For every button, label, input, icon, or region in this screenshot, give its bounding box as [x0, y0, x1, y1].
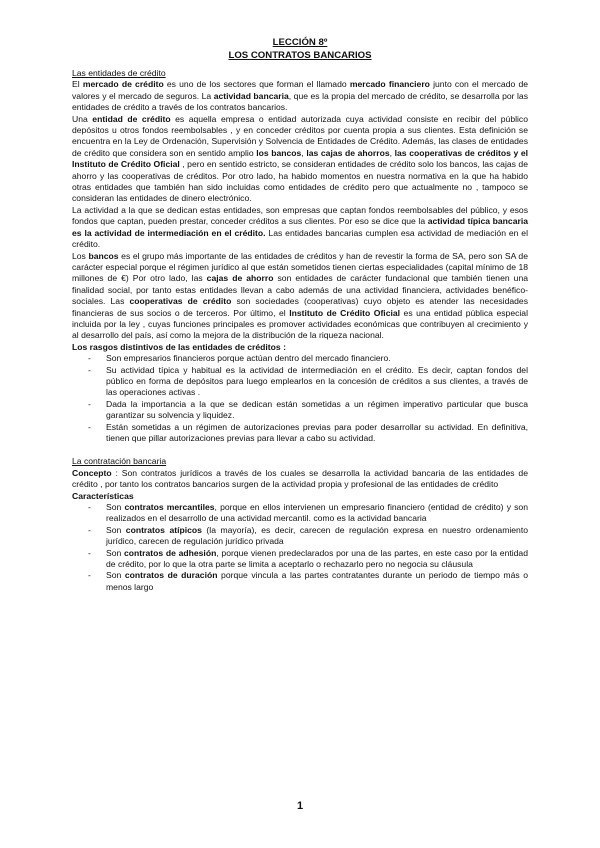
- list-item: - Son contratos de adhesión, porque vienen predeclarados por una de las partes, en este caso por la entidad de crédito, por lo que la otra parte se limita a aceptarlo o rechazarlo pero no negocia su cláusula: [88, 547, 528, 570]
- paragraph-mercado-credito: El mercado de crédito es uno de los sectores que forman el llamado mercado financiero junto con el mercado de valores y el mercado de seguros. La actividad bancaria, que es la propia del mercado de crédito, se desarrolla por las entidades de crédito a través de los contratos bancarios.: [72, 79, 529, 113]
- paragraph-bancos: Los bancos es el grupo más importante de las entidades de créditos y han de revestir la forma de SA, pero son SA de carácter especial porque el régimen jurídico al que están sometidos tienen ciertas especialidades (capital mínimo de 18 millones de €) Por otro lado, las cajas de ahorro son entidades de carácter fundacional que también tienen una finalidad social, por tanto estas entidades llevan a cabo además de una actividad financiera, actividades benéfico-sociales. Las cooperativas de crédito son sociedades (cooperativas) cuyo objeto es atender las necesidades financieras de sus socios o de terceros. Por último, el Instituto de Crédito Oficial es una entidad pública especial incluida por la ley , cuyas funciones principales es promover actividades económicas que contribuyen al crecimiento y al desarrollo del país, así como la mejora de la distribución de la riqueza nacional.: [72, 250, 529, 341]
- list-marker: -: [88, 353, 91, 364]
- list-item: - Son contratos mercantiles, porque en ellos intervienen un empresario financiero (entidad de crédito) y son realizados en el desarrollo de una actividad mercantil. como es la actividad bancaria: [88, 502, 528, 524]
- lesson-number: LECCIÓN 8º: [272, 37, 328, 48]
- rasgos-list: [72, 353, 528, 444]
- list-item: - Su actividad típica y habitual es la actividad de intermediación en el crédito. Es decir, captan fondos del público en forma de depósitos para luego emplearlos en la concesión de créditos a sus clientes, a través de las operaciones activas .: [88, 364, 528, 398]
- list-marker: -: [88, 398, 91, 409]
- page-number: 1: [296, 800, 304, 812]
- paragraph-actividad: La actividad a la que se dedican estas entidades, son empresas que captan fondos reembolsables del público, y esos fondos que captan, pueden prestar, conceder créditos a sus clientes. Por eso se dice que la actividad típica bancaria es la actividad de intermediación en el crédito. Las entidades bancarias cumplen esa actividad de mediación en el crédito.: [72, 204, 528, 250]
- list-item: - Son contratos de duración porque vincula a las partes contratantes durante un periodo de tiempo más o menos largo: [88, 570, 529, 592]
- paragraph-entidad-credito: Una entidad de crédito es aquella empresa o entidad autorizada cuya actividad consiste en recibir del público depósitos u otros fondos reembolsables , y en conceder créditos por cuenta propia a sus clientes. Esta definición se encuentra en la Ley de Ordenación, Supervisión y Solvencia de Entidades de Crédito. Además, las clases de entidades de crédito que considera son en sentido amplio los bancos, las cajas de ahorros, las cooperativas de créditos y el Instituto de Crédito Oficial , pero en sentido estricto, se consideran entidades de crédito solo los bancos, las cajas de ahorro y las cooperativas de créditos. Por otro lado, ha habido momentos en nuestra normativa en la que ha habido otras entidades que también han sido incluidas como entidades de crédito pero que actualmente no , tampoco se consideran las entidades de dinero electrónico.: [72, 113, 529, 204]
- list-marker: -: [88, 421, 91, 432]
- list-item: - Son contratos atípicos (la mayoría), es decir, carecen de regulación expresa en nuestro ordenamiento jurídico, carecen de regulación jurídico privada: [88, 524, 528, 547]
- list-item: - Están sometidas a un régimen de autorizaciones previas para poder desarrollar su actividad. En definitiva, tienen que pillar autorizaciones previas para llevar a cabo su actividad.: [88, 421, 528, 443]
- list-item: - Son empresarios financieros porque actúan dentro del mercado financiero.: [88, 353, 391, 364]
- paragraph-concepto: Concepto : Son contratos jurídicos a través de los cuales se desarrolla la actividad bancaria de las entidades de crédito , por tanto los contratos bancarios surgen de la actividad propia y profesional de las entidades de crédito: [72, 467, 528, 490]
- rasgos-heading: Los rasgos distintivos de las entidades de créditos :: [72, 341, 286, 352]
- list-item: - Dada la importancia a la que se dedican están sometidas a un régimen imperativo particular que busca garantizar su solvencia y liquidez.: [88, 398, 528, 421]
- list-marker: -: [88, 502, 91, 513]
- document-page: [72, 36, 528, 593]
- page-title: LOS CONTRATOS BANCARIOS: [228, 50, 372, 61]
- caracteristicas-list: [72, 502, 528, 593]
- list-marker: -: [88, 570, 91, 581]
- list-marker: -: [88, 364, 91, 375]
- section-heading-contratacion: La contratación bancaria: [72, 456, 167, 467]
- caracteristicas-heading: Características: [72, 490, 134, 501]
- section-heading-entidades: Las entidades de crédito: [72, 68, 166, 78]
- list-marker: -: [88, 547, 91, 558]
- list-marker: -: [88, 524, 91, 535]
